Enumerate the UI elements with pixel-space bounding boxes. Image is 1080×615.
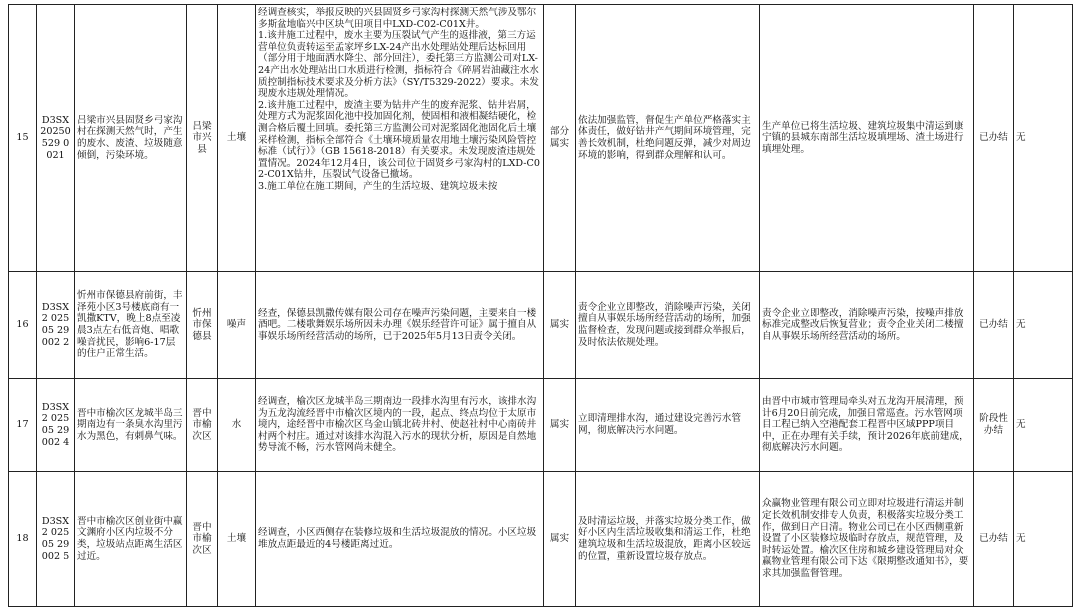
findings-paragraph: 3.施工单位在施工期间，产生的生活垃圾、建筑垃圾未按 bbox=[258, 180, 498, 192]
findings-paragraph: 经调查，小区西侧存在装修垃圾和生活垃圾混放的情况。小区垃圾堆放点距最近的4号楼距离过近。 bbox=[258, 527, 537, 550]
case-code-cell: D3SX2 02505 29002 4 bbox=[37, 379, 75, 472]
region-cell: 忻州市保德县 bbox=[187, 272, 218, 379]
findings-paragraph: 经调查，榆次区龙城半岛三期南边一段排水沟里有污水，该排水沟为五龙沟流经晋中市榆次区境内的一段，起点、终点均位于太原市境内，途经晋中市榆次区乌金山镇北砖井村、使赵社村中心南砖井村两个村庄。通过对该排水沟混入污水的现状分析，原因是自然地势导流不畅，污水管网尚未健全。 bbox=[258, 396, 537, 454]
status-cell: 已办结 bbox=[974, 5, 1014, 272]
note-cell: 无 bbox=[1014, 5, 1073, 272]
case-table bbox=[8, 4, 1073, 607]
result-cell: 众赢物业管理有限公司立即对垃圾进行清运并制定长效机制安排专人负责，积极落实垃圾分类工作，做到日产日清。物业公司已在小区西侧重新设置了小区装修垃圾临时存放点，规范管理，及时转运处置。榆次区住房和城乡建设管理局对众赢物业管理有限公司下达《限期整改通知书》，要求其加强监督管理。 bbox=[760, 472, 974, 607]
findings-cell bbox=[256, 379, 544, 472]
table-row bbox=[9, 379, 1073, 472]
seq-cell: 15 bbox=[9, 5, 37, 272]
issue-cell: 晋中市榆次区创业街中赢文渊府小区内垃圾不分类，垃圾站点距离生活区过近。 bbox=[75, 472, 187, 607]
verdict-cell: 属实 bbox=[544, 272, 576, 379]
seq-cell: 18 bbox=[9, 472, 37, 607]
issue-cell: 忻州市保德县府前街，丰泽苑小区3号楼底商有一凯撒KTV，晚上8点至凌晨3点左右低音炮、唱歌噪音扰民，影响6-17层的住户正常生活。 bbox=[75, 272, 187, 379]
case-code-cell: D3SX2 02505 29002 2 bbox=[37, 272, 75, 379]
issue-cell: 吕梁市兴县固贤乡弓家沟村在探测天然气时，产生的废水、废渣、垃圾随意倾倒，污染环境。 bbox=[75, 5, 187, 272]
findings-paragraph: 经查，保德县凯撒传媒有限公司存在噪声污染问题，主要来自一楼酒吧。二楼歌舞娱乐场所因未办理《娱乐经营许可证》属于擅自从事娱乐场所经营活动的场所，已于2025年5月13日责令关闭。 bbox=[258, 307, 537, 342]
table-row bbox=[9, 5, 1073, 272]
verdict-cell: 属实 bbox=[544, 379, 576, 472]
result-cell: 责令企业立即整改，消除噪声污染，按噪声排放标准完成整改后恢复营业；责令企业关闭二楼擅自从事娱乐场所经营活动的场所。 bbox=[760, 272, 974, 379]
region-cell: 晋中市榆次区 bbox=[187, 379, 218, 472]
measures-cell: 立即清理排水沟，通过建设完善污水管网，彻底解决污水问题。 bbox=[576, 379, 760, 472]
seq-cell: 17 bbox=[9, 379, 37, 472]
region-cell: 晋中市榆次区 bbox=[187, 472, 218, 607]
case-code-cell: D3SX2 02505 29002 5 bbox=[37, 472, 75, 607]
issue-cell: 晋中市榆次区龙城半岛三期南边有一条臭水沟里污水为黑色，有刺鼻气味。 bbox=[75, 379, 187, 472]
status-cell: 已办结 bbox=[974, 472, 1014, 607]
status-cell: 已办结 bbox=[974, 272, 1014, 379]
measures-cell: 责令企业立即整改，消除噪声污染，关闭擅自从事娱乐场所经营活动的场所，加强监督检查，发现问题或接到群众举报后，及时依法依规处理。 bbox=[576, 272, 760, 379]
measures-cell: 依法加强监管，督促生产单位严格落实主体责任，做好钻井产气期间环境管理，完善长效机制，杜绝问题反弹，减少对周边环境的影响，得到群众理解和认可。 bbox=[576, 5, 760, 272]
findings-cell bbox=[256, 5, 544, 272]
table-row bbox=[9, 272, 1073, 379]
pollution-type-cell: 土壤 bbox=[218, 5, 256, 272]
note-cell: 无 bbox=[1014, 379, 1073, 472]
table-row bbox=[9, 472, 1073, 607]
verdict-cell: 属实 bbox=[544, 472, 576, 607]
seq-cell: 16 bbox=[9, 272, 37, 379]
findings-cell bbox=[256, 272, 544, 379]
note-cell: 无 bbox=[1014, 472, 1073, 607]
pollution-type-cell: 土壤 bbox=[218, 472, 256, 607]
findings-paragraph: 1.该井施工过程中，废水主要为压裂试气产生的返排液，第三方运营单位负责转运至孟家坪乡LX-24产出水处理站处理后达标回用（部分用于地面洒水降尘、部分回注），委托第三方监测公司对LX-24产出水处理站出口水质进行检测，指标符合《碎屑岩油藏注水水质控制指标技术要求及分析方法》（SY/T5329-2022）要求。未发现废水违规处理情况。 bbox=[258, 30, 539, 100]
pollution-type-cell: 噪声 bbox=[218, 272, 256, 379]
note-cell: 无 bbox=[1014, 272, 1073, 379]
pollution-type-cell: 水 bbox=[218, 379, 256, 472]
findings-cell bbox=[256, 472, 544, 607]
case-code-cell: D3SX20250529 0021 bbox=[37, 5, 75, 272]
region-cell: 吕梁市兴县 bbox=[187, 5, 218, 272]
status-cell: 阶段性办结 bbox=[974, 379, 1014, 472]
result-cell: 生产单位已将生活垃圾、建筑垃圾集中清运到康宁镇的县城东南部生活垃圾填埋场、渣土场进行填埋处理。 bbox=[760, 5, 974, 272]
findings-paragraph: 2.该井施工过程中，废渣主要为钻井产生的废弃泥浆、钻井岩屑，处理方式为泥浆固化池中投加固化剂，使固相和液相凝结硬化，检测合格后覆土回填。委托第三方监测公司对泥浆固化池固化后土壤采样检测，指标全部符合《土壤环境质量农用地土壤污染风险管控标准（试行）》（GB 15618-2018）有关要求。未发现废渣违规处置情况。2024年12月4日，该公司位于固贤乡弓家沟村的LXD-C02-C01X钻井，压裂试气设备已撤场。 bbox=[258, 99, 540, 181]
result-cell: 由晋中市城市管理局牵头对五龙沟开展清理，预计6月20日前完成，加强日常巡查。污水管网项目工程已纳入空港配套工程晋中区域PPP项目中，正在办理有关手续，预计2026年底前建成，彻底解决污水问题。 bbox=[760, 379, 974, 472]
verdict-cell: 部分属实 bbox=[544, 5, 576, 272]
measures-cell: 及时清运垃圾，并落实垃圾分类工作，做好小区内生活垃圾收集和清运工作，杜绝建筑垃圾和生活垃圾混放，距离小区较远的位置，重新设置垃圾存放点。 bbox=[576, 472, 760, 607]
findings-paragraph: 经调查核实，举报反映的兴县固贤乡弓家沟村探测天然气涉及鄂尔多斯盆地临兴中区块气田项目中LXD-C02-C01X井。 bbox=[258, 7, 537, 30]
